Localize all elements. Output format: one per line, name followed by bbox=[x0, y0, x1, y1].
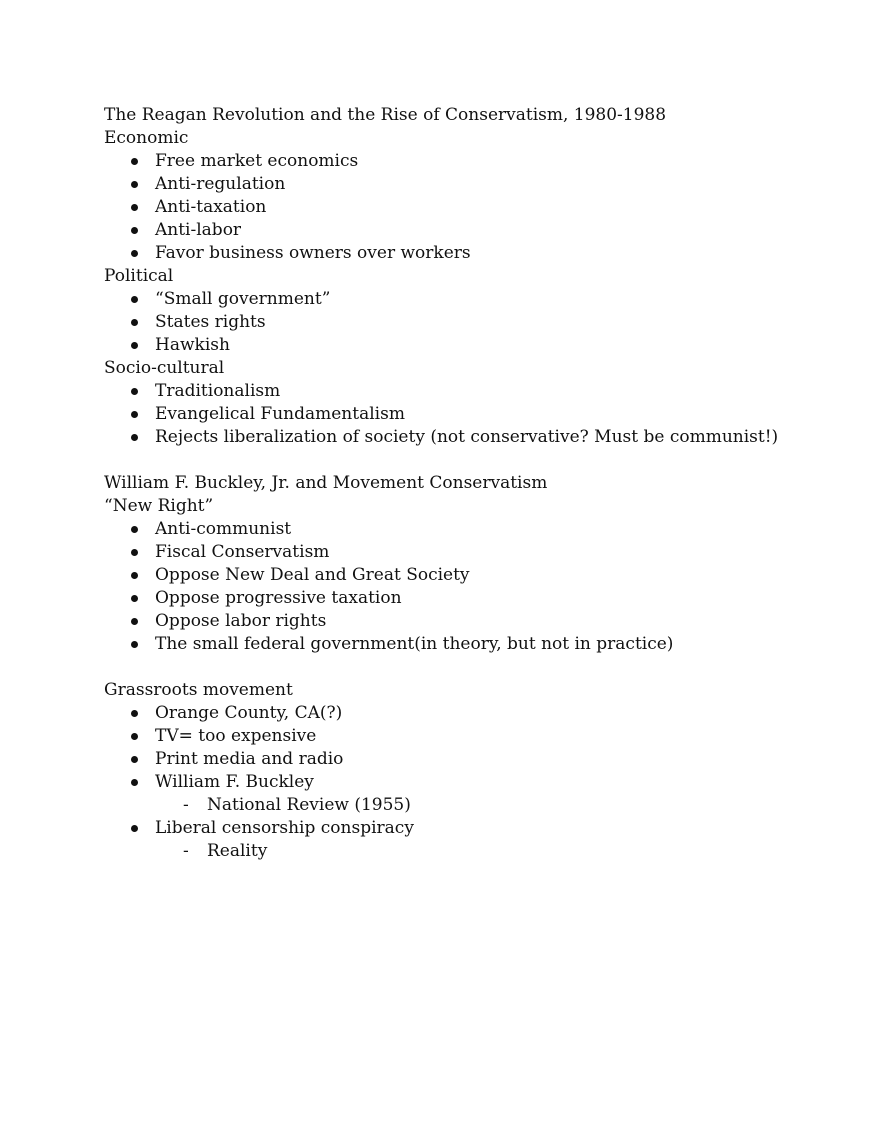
list-item-text: “Small government” bbox=[155, 289, 331, 309]
dash-marker: - bbox=[183, 795, 189, 815]
sub-list-item-text: Reality bbox=[207, 841, 268, 861]
bullet-icon bbox=[131, 296, 138, 303]
bullet-icon bbox=[131, 342, 138, 349]
bullet-icon bbox=[131, 618, 138, 625]
section-title-buckley: William F. Buckley, Jr. and Movement Conservatism bbox=[104, 473, 548, 493]
paragraph-spacer bbox=[104, 449, 844, 472]
bullet-icon bbox=[131, 779, 138, 786]
list-item bbox=[104, 403, 844, 426]
list-item bbox=[104, 150, 844, 173]
section-title-grassroots: Grassroots movement bbox=[104, 680, 293, 700]
bullet-icon bbox=[131, 158, 138, 165]
document-body bbox=[104, 104, 844, 863]
list-item bbox=[104, 633, 844, 656]
list-item bbox=[104, 587, 844, 610]
list-item bbox=[104, 219, 844, 242]
list-item bbox=[104, 817, 844, 840]
list-item bbox=[104, 242, 844, 265]
list-item-text: Favor business owners over workers bbox=[155, 243, 471, 263]
sub-list-item bbox=[104, 794, 844, 817]
bullet-icon bbox=[131, 526, 138, 533]
list-item bbox=[104, 748, 844, 771]
list-item-text: States rights bbox=[155, 312, 266, 332]
list-item-text: Hawkish bbox=[155, 335, 230, 355]
list-item-text: Print media and radio bbox=[155, 749, 344, 769]
bullet-icon bbox=[131, 204, 138, 211]
list-item bbox=[104, 771, 844, 794]
bullet-icon bbox=[131, 250, 138, 257]
bullet-icon bbox=[131, 181, 138, 188]
bullet-icon bbox=[131, 549, 138, 556]
section-title-reagan-revolution: The Reagan Revolution and the Rise of Conservatism, 1980-1988 bbox=[104, 105, 667, 125]
list-item-text: The small federal government(in theory, but not in practice) bbox=[155, 634, 674, 654]
list-item bbox=[104, 541, 844, 564]
bullet-icon bbox=[131, 572, 138, 579]
list-item bbox=[104, 725, 844, 748]
list-item-text: Free market economics bbox=[155, 151, 359, 171]
list-item-text: Orange County, CA(?) bbox=[155, 703, 343, 723]
list-item-text: Evangelical Fundamentalism bbox=[155, 404, 405, 424]
bullet-icon bbox=[131, 733, 138, 740]
list-item-text: Anti-regulation bbox=[155, 174, 286, 194]
list-item bbox=[104, 610, 844, 633]
list-item bbox=[104, 334, 844, 357]
bullet-icon bbox=[131, 756, 138, 763]
paragraph-spacer bbox=[104, 656, 844, 679]
bullet-icon bbox=[131, 319, 138, 326]
list-item-text: Oppose New Deal and Great Society bbox=[155, 565, 470, 585]
list-item-text: Anti-labor bbox=[155, 220, 242, 240]
dash-marker: - bbox=[183, 841, 189, 861]
group-heading-political: Political bbox=[104, 266, 174, 286]
bullet-icon bbox=[131, 710, 138, 717]
list-item bbox=[104, 196, 844, 219]
list-item-text: Anti-communist bbox=[155, 519, 292, 539]
bullet-icon bbox=[131, 411, 138, 418]
bullet-icon bbox=[131, 825, 138, 832]
section-subtitle-new-right: “New Right” bbox=[104, 496, 214, 516]
list-item bbox=[104, 311, 844, 334]
list-item bbox=[104, 702, 844, 725]
list-item-text: Liberal censorship conspiracy bbox=[155, 818, 414, 838]
list-item bbox=[104, 288, 844, 311]
list-item-text: Oppose progressive taxation bbox=[155, 588, 402, 608]
list-item bbox=[104, 173, 844, 196]
list-item bbox=[104, 380, 844, 403]
sub-list-item bbox=[104, 840, 844, 863]
sub-list-item-text: National Review (1955) bbox=[207, 795, 411, 815]
list-item-text: Fiscal Conservatism bbox=[155, 542, 330, 562]
bullet-icon bbox=[131, 595, 138, 602]
bullet-icon bbox=[131, 641, 138, 648]
list-item-text: Oppose labor rights bbox=[155, 611, 327, 631]
bullet-icon bbox=[131, 227, 138, 234]
list-item-text: Traditionalism bbox=[155, 381, 281, 401]
list-item-text: TV= too expensive bbox=[155, 726, 317, 746]
group-heading-economic: Economic bbox=[104, 128, 189, 148]
group-heading-socio-cultural: Socio-cultural bbox=[104, 358, 225, 378]
list-item-text: Anti-taxation bbox=[155, 197, 267, 217]
list-item bbox=[104, 426, 844, 449]
list-item-text: William F. Buckley bbox=[155, 772, 314, 792]
bullet-icon bbox=[131, 388, 138, 395]
list-item bbox=[104, 564, 844, 587]
list-item bbox=[104, 518, 844, 541]
list-item-text: Rejects liberalization of society (not conservative? Must be communist!) bbox=[155, 427, 779, 447]
bullet-icon bbox=[131, 434, 138, 441]
